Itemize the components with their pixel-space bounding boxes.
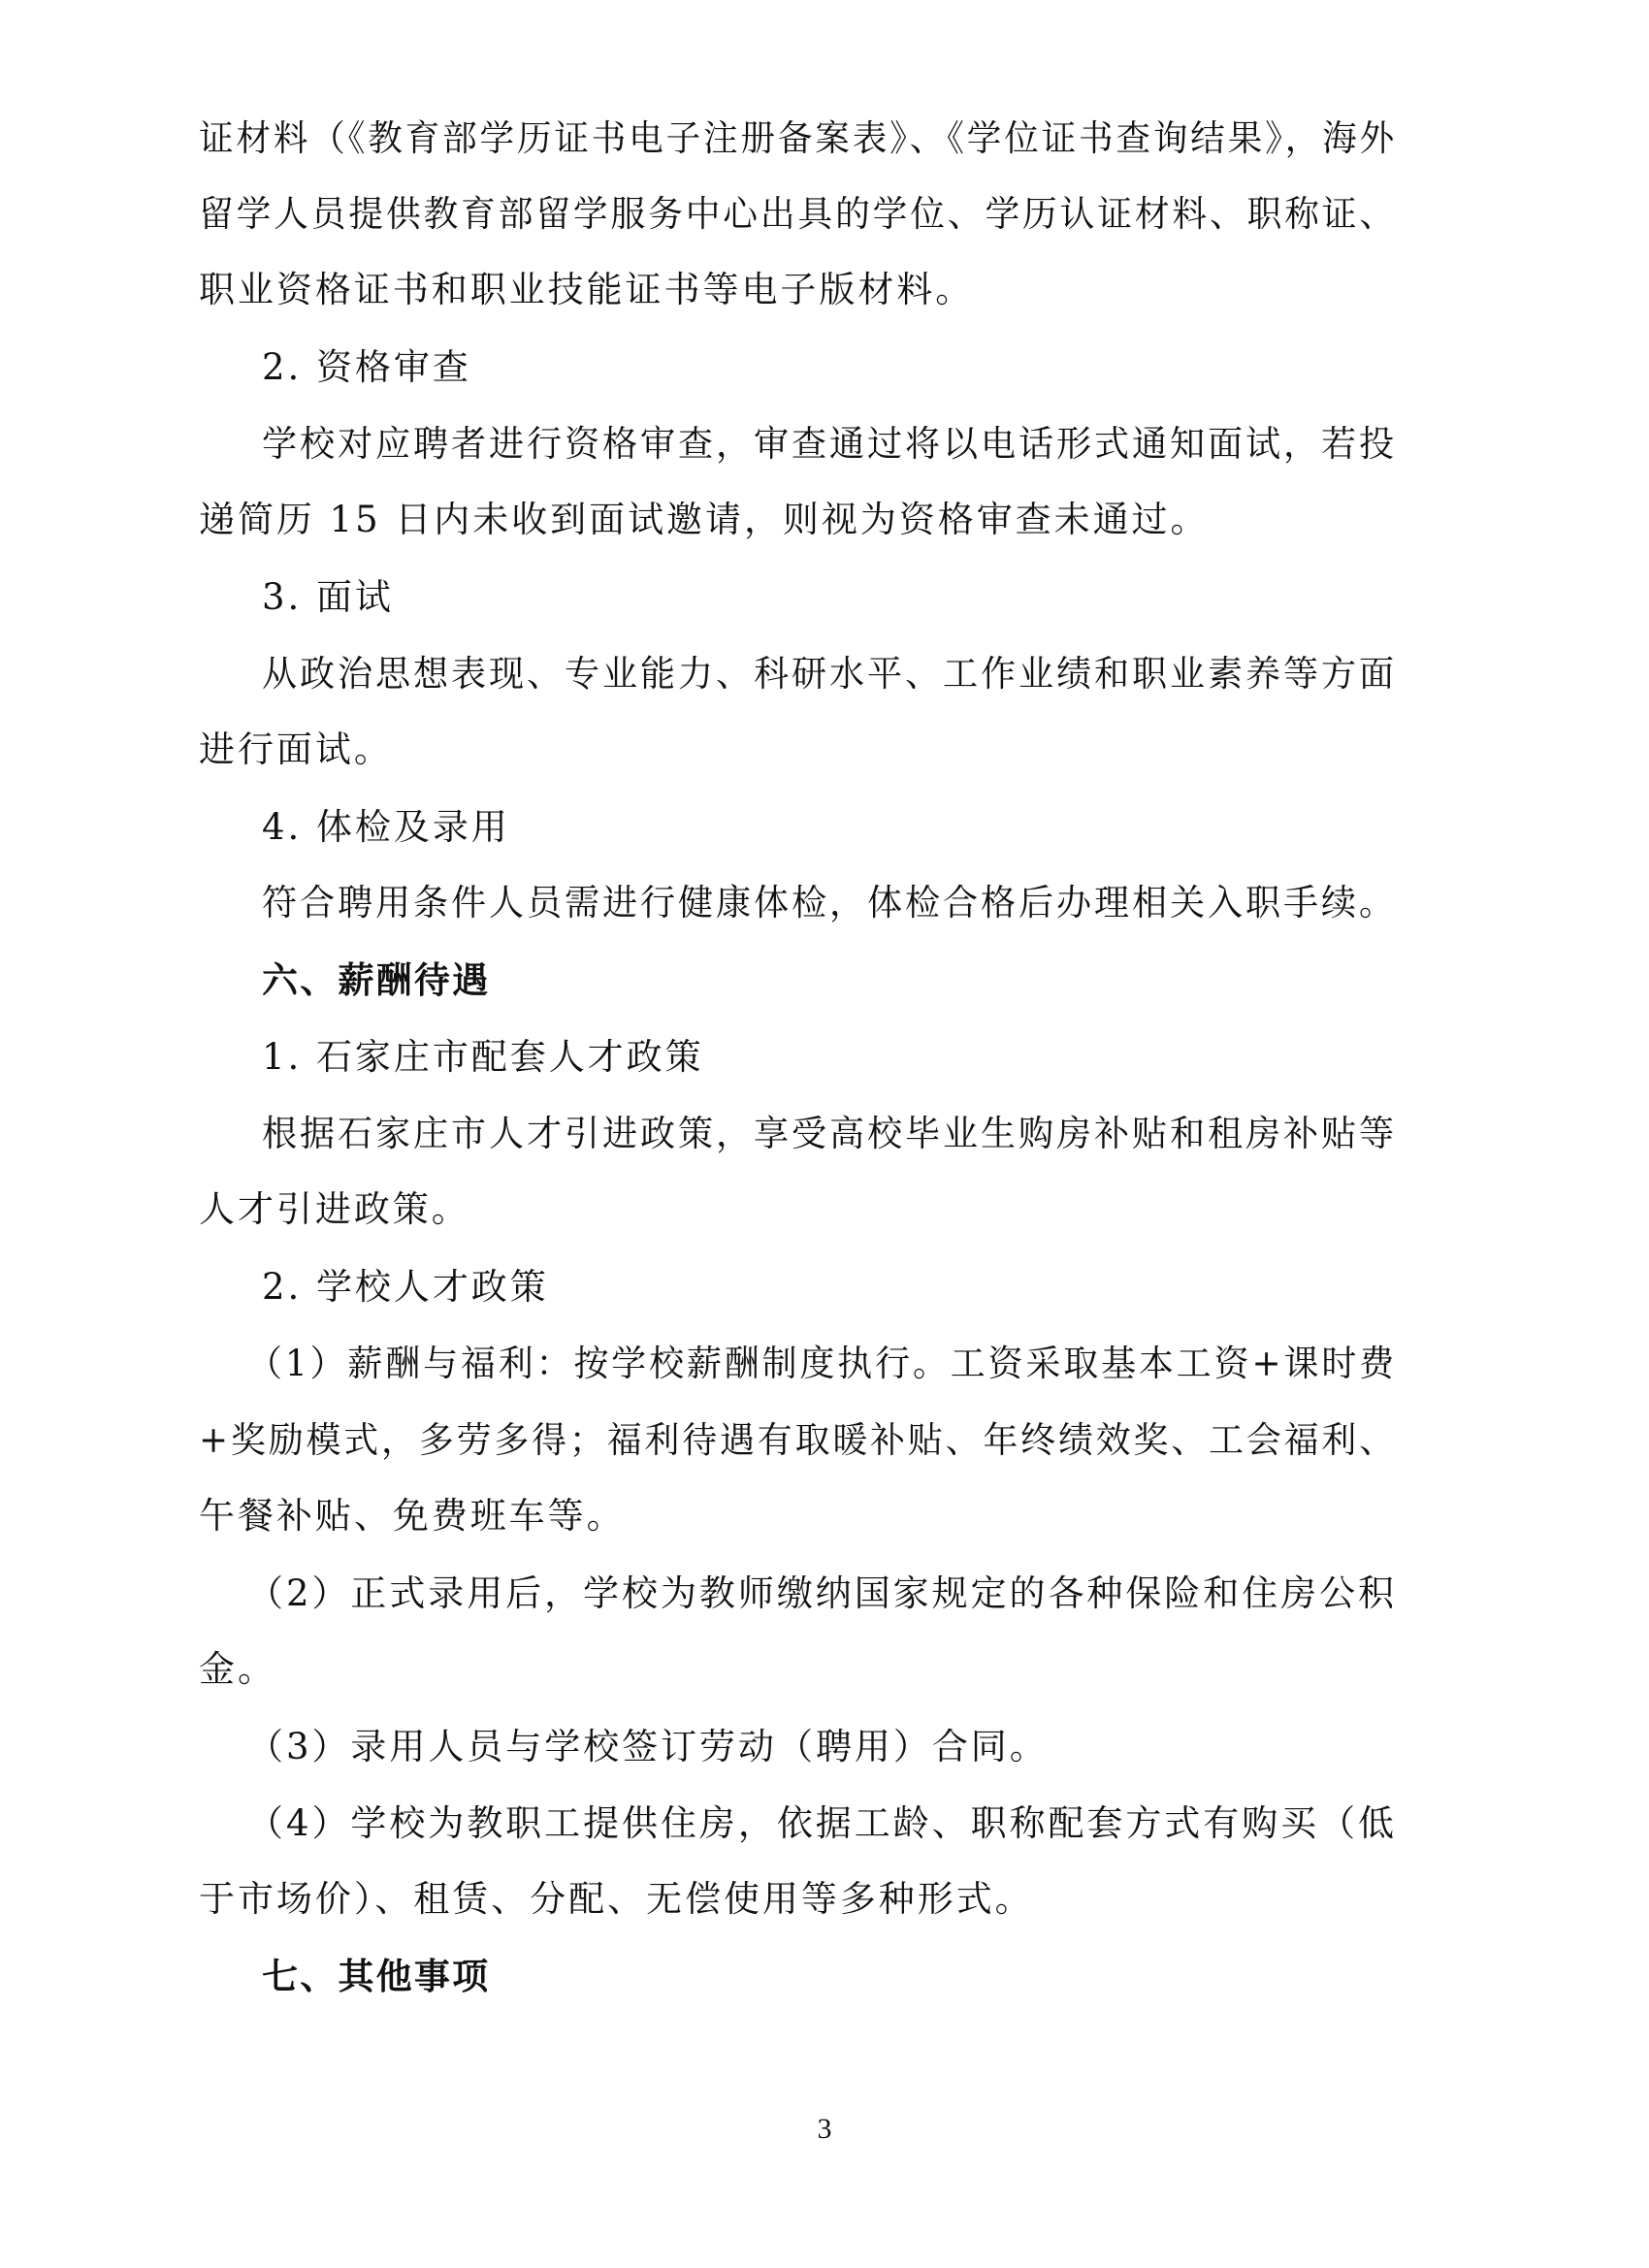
line-text: 从政治思想表现、专业能力、科研水平、工作业绩和职业素养等方面 <box>262 653 1397 695</box>
line-text: 职业资格证书和职业技能证书等电子版材料。 <box>199 269 975 310</box>
line-text: 于市场价）、租赁、分配、无偿使用等多种形式。 <box>199 1878 1034 1920</box>
line-text: +奖励模式，多劳多得；福利待遇有取暖补贴、年终绩效奖、工会福利、 <box>199 1419 1397 1461</box>
section-heading <box>0 954 1649 1008</box>
line-text: 证材料（《教育部学历证书电子注册备案表》、《学位证书查询结果》，海外 <box>199 117 1397 159</box>
body-line <box>0 647 1649 701</box>
body-line <box>0 1797 1649 1851</box>
line-text: 六、薪酬待遇 <box>262 959 491 1001</box>
line-text: 午餐补贴、免费班车等。 <box>199 1495 626 1537</box>
line-text: 4. 体检及录用 <box>262 806 510 848</box>
body-line <box>0 263 1649 317</box>
line-text: 3. 面试 <box>262 576 394 618</box>
line-text: 人才引进政策。 <box>199 1188 470 1230</box>
body-line <box>0 1872 1649 1927</box>
body-line <box>0 187 1649 242</box>
subsection-heading <box>0 800 1649 855</box>
body-line <box>0 417 1649 471</box>
body-line <box>0 1567 1649 1621</box>
body-line <box>0 1183 1649 1237</box>
body-line <box>0 1489 1649 1543</box>
line-text: 2. 资格审查 <box>262 346 471 388</box>
line-text: 根据石家庄市人才引进政策，享受高校毕业生购房补贴和租房补贴等 <box>262 1113 1397 1154</box>
page-number: 3 <box>817 2113 832 2145</box>
body-line <box>0 1720 1649 1774</box>
body-line <box>0 112 1649 166</box>
body-line <box>0 493 1649 547</box>
line-text: 学校对应聘者进行资格审查，审查通过将以电话形式通知面试，若投 <box>262 423 1397 465</box>
line-text: 符合聘用条件人员需进行健康体检，体检合格后办理相关入职手续。 <box>262 882 1397 923</box>
subsection-heading <box>0 340 1649 395</box>
line-text: 七、其他事项 <box>262 1956 491 1997</box>
line-text: 递简历 15 日内未收到面试邀请，则视为资格审查未通过。 <box>199 499 1210 540</box>
line-text: 2. 学校人才政策 <box>262 1266 549 1308</box>
line-text: 金。 <box>199 1648 276 1690</box>
line-text: （1）薪酬与福利：按学校薪酬制度执行。工资采取基本工资+课时费 <box>247 1343 1397 1384</box>
line-text: （4）学校为教职工提供住房，依据工龄、职称配套方式有购买（低 <box>247 1802 1397 1844</box>
subsection-heading <box>0 570 1649 625</box>
body-line <box>0 1337 1649 1391</box>
body-line <box>0 723 1649 777</box>
body-line <box>0 876 1649 930</box>
body-line <box>0 1642 1649 1697</box>
line-text: （2）正式录用后，学校为教师缴纳国家规定的各种保险和住房公积 <box>247 1572 1397 1614</box>
line-text: 进行面试。 <box>199 729 393 770</box>
body-line <box>0 1413 1649 1468</box>
subsection-heading <box>0 1030 1649 1085</box>
section-heading <box>0 1950 1649 2004</box>
line-text: （3）录用人员与学校签订劳动（聘用）合同。 <box>247 1726 1049 1767</box>
body-line <box>0 1107 1649 1161</box>
subsection-heading <box>0 1260 1649 1314</box>
line-text: 留学人员提供教育部留学服务中心出具的学位、学历认证材料、职称证、 <box>199 193 1397 235</box>
line-text: 1. 石家庄市配套人才政策 <box>262 1036 704 1078</box>
